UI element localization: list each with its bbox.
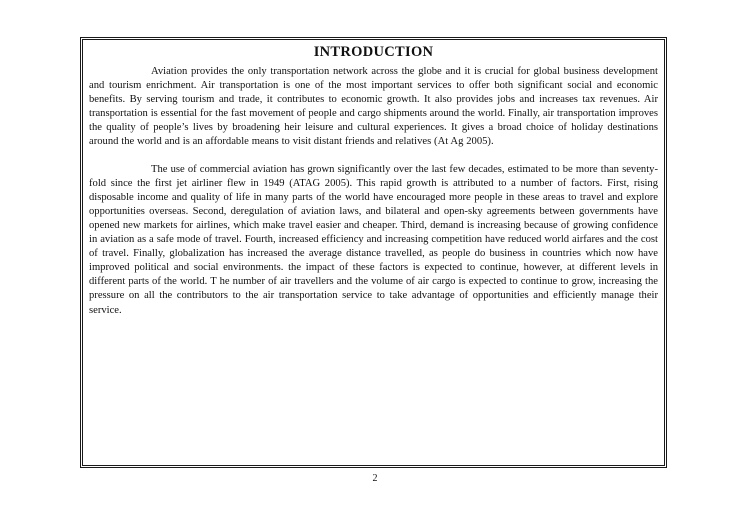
paragraph-1-text: Aviation provides the only transportation network across the globe and it is crucial for global business development and tourism enrichment. Air transportation is one of the most important services to offer both significant social and economic benefits. By serving tourism and trade, it contributes to economic growth. It also provides jobs and increases tax revenues. Air transportation is essential for the fast movement of people and cargo shipments around the world. Finally, air transportation improves the quality of people’s lives by broadening heir leisure and cultural experiences. It gives a broad choice of holiday destinations around the world and is an affordable means to visit distant friends and relatives (At Ag 2005). bbox=[89, 66, 658, 148]
paragraph-1 bbox=[89, 65, 658, 150]
page-border-frame bbox=[80, 37, 667, 468]
page-number: 2 bbox=[372, 473, 378, 484]
paragraph-2-text: The use of commercial aviation has grown significantly over the last few decades, estimated to be more than seventy-fold since the first jet airliner flew in 1949 (ATAG 2005). This rapid growth is attributed to a number of factors. First, rising disposable income and quality of life in many parts of the world have encouraged more people in these areas to travel and explore opportunities overseas. Second, deregulation of aviation laws, and bilateral and open-sky agreements between governments have opened new markets for airlines, which make travel easier and cheaper. Third, demand is increasing because of growing confidence in aviation as a safe mode of travel. Fourth, increased efficiency and increasing competition have reduced world airfares and the cost of travel. Finally, globalization has increased the average distance travelled, as people do business in countries which now have improved political and social environments. the impact of these factors is expected to continue, however, at different levels in different parts of the world. T he number of air travellers and the volume of air cargo is expected to continue to grow, increasing the pressure on all the contributors to the air transportation service to take advantage of opportunities and efficiently manage their service. bbox=[89, 163, 658, 316]
page-title: INTRODUCTION bbox=[313, 44, 434, 60]
paragraph-2 bbox=[89, 163, 658, 318]
